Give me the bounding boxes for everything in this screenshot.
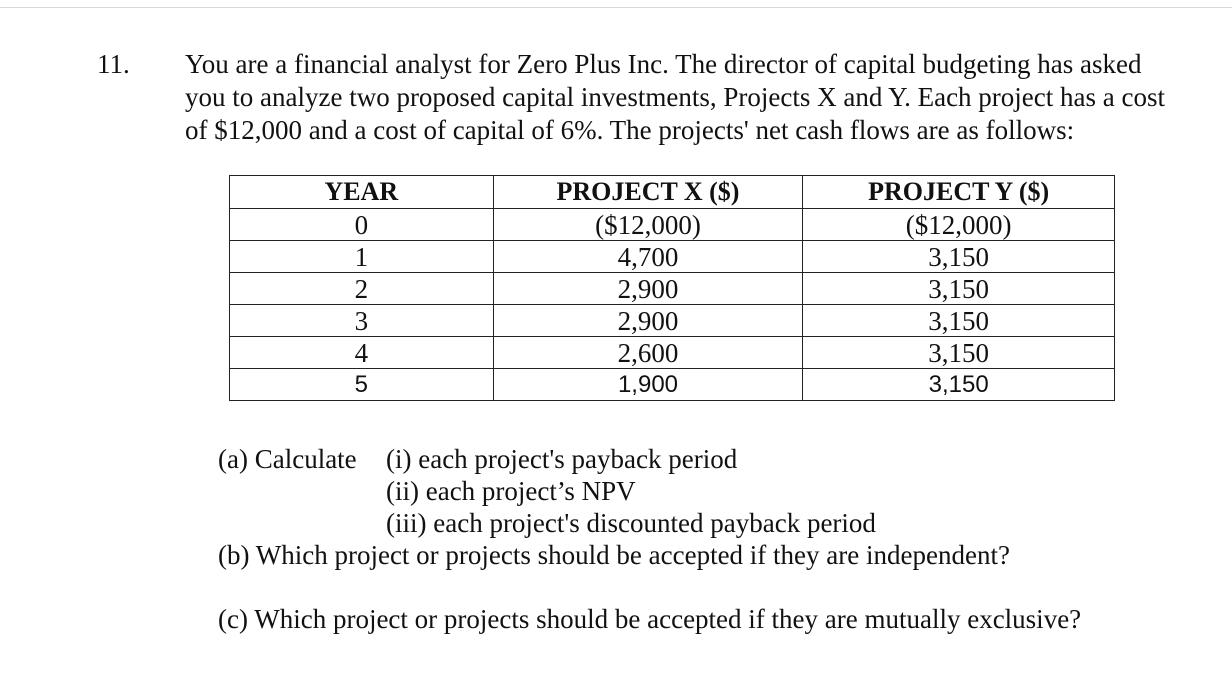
header-project-x: PROJECT X ($): [493, 176, 803, 209]
part-c: (c) Which project or projects should be accepted if they are mutually exclusive?: [218, 604, 1082, 634]
question-number: 11.: [97, 49, 130, 79]
part-b: (b) Which project or projects should be accepted if they are independent?: [218, 540, 1010, 570]
cash-flow-table: [229, 175, 1115, 401]
table-header-row: [230, 176, 1115, 209]
cell-project-y: 3,150: [803, 273, 1115, 305]
cell-year: 0: [230, 209, 494, 241]
part-a-item: (ii) each project’s NPV: [386, 476, 636, 506]
top-divider: [0, 7, 1232, 8]
cell-project-y: 3,150: [803, 241, 1115, 273]
cell-project-x: 4,700: [493, 241, 803, 273]
cell-year: 1: [230, 241, 494, 273]
cell-project-x: 2,600: [493, 337, 803, 369]
question-intro: [185, 48, 1215, 147]
cell-project-x: 1,900: [493, 369, 803, 401]
part-a-label: (a) Calculate: [218, 444, 357, 474]
cell-year: 3: [230, 305, 494, 337]
cell-project-x: 2,900: [493, 305, 803, 337]
part-a: [218, 443, 1081, 475]
cell-project-y: 3,150: [803, 369, 1115, 401]
table-row: [230, 241, 1115, 273]
intro-line: of $12,000 and a cost of capital of 6%. The projects' net cash flows are as follows:: [185, 115, 1075, 145]
cell-year: 5: [230, 369, 494, 401]
intro-line: you to analyze two proposed capital investments, Projects X and Y. Each project has a cost: [185, 82, 1165, 112]
cell-project-y: 3,150: [803, 305, 1115, 337]
table-row: [230, 369, 1115, 401]
cell-project-y: 3,150: [803, 337, 1115, 369]
cell-project-y: ($12,000): [803, 209, 1115, 241]
cell-year: 4: [230, 337, 494, 369]
question-parts: [218, 443, 1081, 635]
intro-line: You are a financial analyst for Zero Plus Inc. The director of capital budgeting has asked: [185, 49, 1142, 79]
cell-project-x: ($12,000): [493, 209, 803, 241]
table-row: [230, 209, 1115, 241]
table-row: [230, 273, 1115, 305]
part-a-item: (iii) each project's discounted payback period: [386, 508, 876, 538]
table-row: [230, 305, 1115, 337]
table-row: [230, 337, 1115, 369]
cell-project-x: 2,900: [493, 273, 803, 305]
header-year: YEAR: [230, 176, 494, 209]
cell-year: 2: [230, 273, 494, 305]
part-a-item: (i) each project's payback period: [386, 444, 738, 474]
header-project-y: PROJECT Y ($): [803, 176, 1115, 209]
